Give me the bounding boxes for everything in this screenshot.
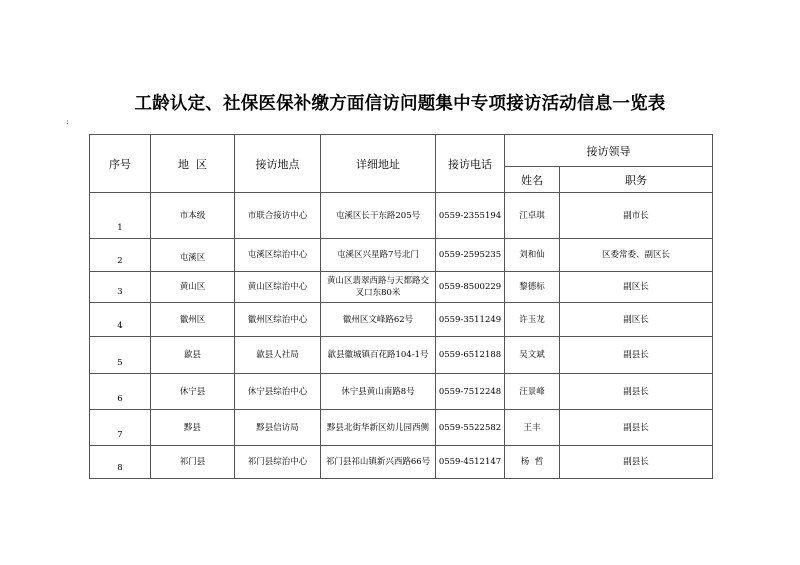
row-leader-position: 副市长 — [560, 193, 713, 239]
row-address: 徽州区文峰路62号 — [321, 303, 436, 337]
table-row — [90, 272, 713, 303]
row-address: 休宁县黄山南路8号 — [321, 374, 436, 410]
row-location: 歙县人社局 — [235, 337, 321, 374]
row-phone: 0559-4512147 — [436, 446, 505, 479]
row-leader-position: 副县长 — [560, 446, 713, 479]
row-address: 屯溪区兴星路7号北门 — [321, 239, 436, 272]
page-title: 工龄认定、社保医保补缴方面信访问题集中专项接访活动信息一览表 — [134, 94, 666, 114]
row-leader-name: 汪景峰 — [505, 374, 560, 410]
row-location: 市联合接访中心 — [235, 193, 321, 239]
row-leader-position: 副县长 — [560, 374, 713, 410]
table-row — [90, 303, 713, 337]
row-index: 4 — [90, 303, 151, 337]
row-index: 1 — [90, 193, 151, 239]
row-address: 黟县北街华新区幼儿园西侧 — [321, 410, 436, 446]
row-location: 黟县信访局 — [235, 410, 321, 446]
row-leader-position: 副区长 — [560, 303, 713, 337]
reception-table — [89, 134, 713, 479]
row-phone: 0559-7512248 — [436, 374, 505, 410]
row-leader-name: 江卓琪 — [505, 193, 560, 239]
row-phone: 0559-3511249 — [436, 303, 505, 337]
row-leader-name: 黎德标 — [505, 272, 560, 303]
row-phone: 0559-2595235 — [436, 239, 505, 272]
row-location: 屯溪区综治中心 — [235, 239, 321, 272]
side-mark: : — [66, 117, 69, 126]
row-location: 徽州区综治中心 — [235, 303, 321, 337]
table-row — [90, 337, 713, 374]
header-leader-group: 接访领导 — [505, 135, 713, 167]
row-address: 黄山区翡翠西路与天都路交叉口东80米 — [321, 272, 436, 303]
header-leader-position: 职务 — [560, 167, 713, 193]
row-index: 6 — [90, 374, 151, 410]
row-leader-position: 副县长 — [560, 410, 713, 446]
row-region: 屯溪区 — [151, 239, 235, 272]
row-location: 黄山区综治中心 — [235, 272, 321, 303]
row-leader-position: 副县长 — [560, 337, 713, 374]
row-location: 祁门县综治中心 — [235, 446, 321, 479]
row-phone: 0559-2355194 — [436, 193, 505, 239]
header-address: 详细地址 — [321, 135, 436, 193]
row-address: 祁门县祁山镇新兴西路66号 — [321, 446, 436, 479]
row-region: 休宁县 — [151, 374, 235, 410]
row-region: 歙县 — [151, 337, 235, 374]
row-leader-position: 副区长 — [560, 272, 713, 303]
row-leader-name: 杨 哲 — [505, 446, 560, 479]
header-index: 序号 — [90, 135, 151, 193]
row-region: 祁门县 — [151, 446, 235, 479]
row-phone: 0559-6512188 — [436, 337, 505, 374]
row-leader-name: 刘和仙 — [505, 239, 560, 272]
table-row — [90, 239, 713, 272]
row-region: 黟县 — [151, 410, 235, 446]
header-phone: 接访电话 — [436, 135, 505, 193]
header-location: 接访地点 — [235, 135, 321, 193]
row-leader-name: 许玉龙 — [505, 303, 560, 337]
row-phone: 0559-5522582 — [436, 410, 505, 446]
row-phone: 0559-8500229 — [436, 272, 505, 303]
row-address: 歙县徽城镇百花路104-1号 — [321, 337, 436, 374]
row-index: 5 — [90, 337, 151, 374]
row-leader-position: 区委常委、副区长 — [560, 239, 713, 272]
row-index: 8 — [90, 446, 151, 479]
row-index: 2 — [90, 239, 151, 272]
table-row — [90, 193, 713, 239]
header-leader-name: 姓名 — [505, 167, 560, 193]
row-region: 市本级 — [151, 193, 235, 239]
row-location: 休宁县综治中心 — [235, 374, 321, 410]
table-row — [90, 374, 713, 410]
row-region: 黄山区 — [151, 272, 235, 303]
row-index: 3 — [90, 272, 151, 303]
row-leader-name: 王丰 — [505, 410, 560, 446]
row-leader-name: 吴文斌 — [505, 337, 560, 374]
row-index: 7 — [90, 410, 151, 446]
row-address: 屯溪区长干东路205号 — [321, 193, 436, 239]
header-region: 地 区 — [151, 135, 235, 193]
table-row — [90, 446, 713, 479]
table-row — [90, 410, 713, 446]
row-region: 徽州区 — [151, 303, 235, 337]
